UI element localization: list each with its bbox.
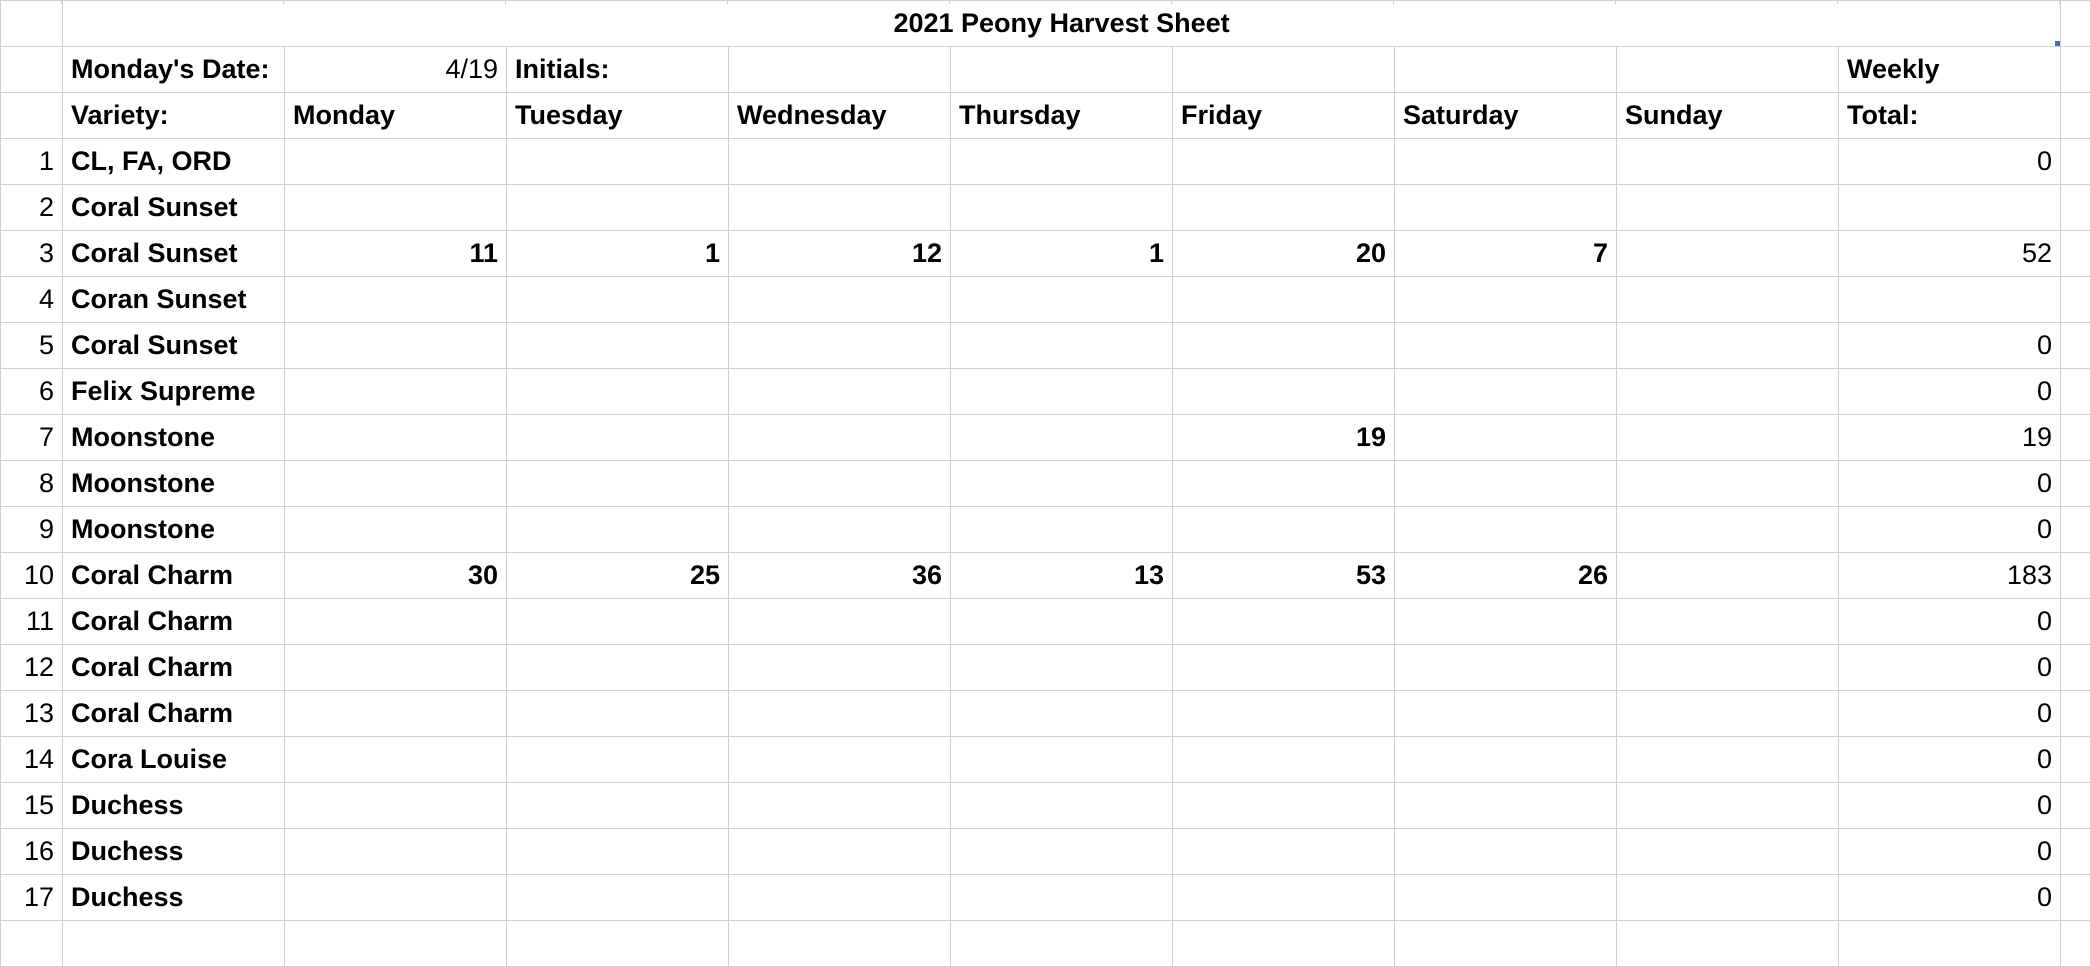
cell-total[interactable] bbox=[1839, 277, 2061, 323]
row-right-padding bbox=[2061, 875, 2090, 921]
cell-monday[interactable] bbox=[285, 277, 507, 323]
cell-thursday[interactable] bbox=[951, 875, 1173, 921]
cell-saturday[interactable] bbox=[1395, 507, 1617, 553]
cell-saturday[interactable] bbox=[1395, 691, 1617, 737]
cell-friday[interactable] bbox=[1173, 507, 1395, 553]
cell-friday[interactable]: 20 bbox=[1173, 231, 1395, 277]
cell-tuesday[interactable] bbox=[507, 507, 729, 553]
cell-friday[interactable] bbox=[1173, 829, 1395, 875]
row-header-gutter-blank[interactable] bbox=[1, 93, 63, 139]
row-number[interactable]: 12 bbox=[1, 645, 63, 691]
table-row[interactable] bbox=[1, 737, 2090, 783]
table-row[interactable] bbox=[1, 461, 2090, 507]
row-gutter-title bbox=[1, 1, 63, 47]
cell-friday[interactable] bbox=[1173, 599, 1395, 645]
cell-monday[interactable] bbox=[285, 139, 507, 185]
cell-monday[interactable]: 30 bbox=[285, 553, 507, 599]
cell-tuesday[interactable] bbox=[507, 921, 729, 967]
table-row[interactable] bbox=[1, 875, 2090, 921]
cell-saturday[interactable] bbox=[1395, 599, 1617, 645]
row-right-padding bbox=[2061, 369, 2090, 415]
header-row bbox=[1, 93, 2090, 139]
cell-saturday[interactable] bbox=[1395, 323, 1617, 369]
cell-tuesday[interactable] bbox=[507, 139, 729, 185]
cell-tuesday[interactable] bbox=[507, 829, 729, 875]
cell-variety[interactable]: Coral Charm bbox=[63, 599, 285, 645]
cell-wednesday[interactable] bbox=[729, 599, 951, 645]
row-number[interactable]: 1 bbox=[1, 139, 63, 185]
cell-wednesday[interactable] bbox=[729, 323, 951, 369]
table-row[interactable] bbox=[1, 415, 2090, 461]
cell-monday[interactable] bbox=[285, 875, 507, 921]
table-row[interactable] bbox=[1, 185, 2090, 231]
row-number[interactable]: 5 bbox=[1, 323, 63, 369]
row-right-padding bbox=[2061, 921, 2090, 967]
cell-thursday[interactable] bbox=[951, 277, 1173, 323]
cell-saturday[interactable] bbox=[1395, 461, 1617, 507]
cell-sunday[interactable] bbox=[1617, 231, 1839, 277]
cell-friday[interactable] bbox=[1173, 369, 1395, 415]
cell-sunday[interactable] bbox=[1617, 369, 1839, 415]
cell-total[interactable]: 0 bbox=[1839, 783, 2061, 829]
initials-label[interactable]: Initials: bbox=[507, 47, 729, 93]
cell-total[interactable] bbox=[1839, 185, 2061, 231]
meta-blank-saturday[interactable] bbox=[1395, 47, 1617, 93]
row-right-padding bbox=[2061, 829, 2090, 875]
cell-tuesday[interactable] bbox=[507, 737, 729, 783]
cell-variety[interactable]: Coral Sunset bbox=[63, 185, 285, 231]
row-number[interactable]: 4 bbox=[1, 277, 63, 323]
meta-right-padding bbox=[2061, 47, 2090, 93]
cell-monday[interactable] bbox=[285, 645, 507, 691]
cell-tuesday[interactable] bbox=[507, 645, 729, 691]
cell-wednesday[interactable] bbox=[729, 737, 951, 783]
cell-variety[interactable]: Moonstone bbox=[63, 415, 285, 461]
row-right-padding bbox=[2061, 553, 2090, 599]
cell-thursday[interactable] bbox=[951, 369, 1173, 415]
cell-thursday[interactable] bbox=[951, 783, 1173, 829]
cell-tuesday[interactable] bbox=[507, 691, 729, 737]
cell-friday[interactable] bbox=[1173, 185, 1395, 231]
cell-wednesday[interactable] bbox=[729, 369, 951, 415]
cell-variety[interactable]: Duchess bbox=[63, 875, 285, 921]
cell-saturday[interactable] bbox=[1395, 645, 1617, 691]
cell-sunday[interactable] bbox=[1617, 829, 1839, 875]
cell-wednesday[interactable]: 36 bbox=[729, 553, 951, 599]
cell-monday[interactable] bbox=[285, 783, 507, 829]
cell-tuesday[interactable] bbox=[507, 461, 729, 507]
header-tuesday[interactable]: Tuesday bbox=[507, 93, 729, 139]
cell-sunday[interactable] bbox=[1617, 645, 1839, 691]
cell-total[interactable]: 0 bbox=[1839, 507, 2061, 553]
row-number[interactable]: 8 bbox=[1, 461, 63, 507]
table-row[interactable] bbox=[1, 369, 2090, 415]
cell-tuesday[interactable] bbox=[507, 599, 729, 645]
cell-thursday[interactable] bbox=[951, 185, 1173, 231]
row-right-padding bbox=[2061, 691, 2090, 737]
cell-thursday[interactable] bbox=[951, 139, 1173, 185]
cell-friday[interactable] bbox=[1173, 691, 1395, 737]
cell-variety[interactable]: Coral Sunset bbox=[63, 231, 285, 277]
cell-friday[interactable] bbox=[1173, 323, 1395, 369]
mondays-date-label[interactable]: Monday's Date: bbox=[63, 47, 285, 93]
cell-sunday[interactable] bbox=[1617, 507, 1839, 553]
header-saturday[interactable]: Saturday bbox=[1395, 93, 1617, 139]
title-right-padding bbox=[2061, 1, 2090, 47]
row-number[interactable]: 6 bbox=[1, 369, 63, 415]
cell-friday[interactable]: 19 bbox=[1173, 415, 1395, 461]
header-right-padding bbox=[2061, 93, 2090, 139]
cell-wednesday[interactable] bbox=[729, 461, 951, 507]
cell-monday[interactable] bbox=[285, 737, 507, 783]
header-friday[interactable]: Friday bbox=[1173, 93, 1395, 139]
cell-friday[interactable] bbox=[1173, 277, 1395, 323]
row-right-padding bbox=[2061, 277, 2090, 323]
table-row[interactable] bbox=[1, 323, 2090, 369]
cell-variety[interactable]: Duchess bbox=[63, 829, 285, 875]
cell-saturday[interactable] bbox=[1395, 185, 1617, 231]
cell-tuesday[interactable] bbox=[507, 415, 729, 461]
cell-wednesday[interactable] bbox=[729, 139, 951, 185]
cell-total[interactable]: 0 bbox=[1839, 599, 2061, 645]
cell-sunday[interactable] bbox=[1617, 737, 1839, 783]
cell-thursday[interactable] bbox=[951, 921, 1173, 967]
cell-variety[interactable]: Coral Sunset bbox=[63, 323, 285, 369]
cell-total[interactable]: 0 bbox=[1839, 323, 2061, 369]
cell-total[interactable]: 0 bbox=[1839, 691, 2061, 737]
table-row[interactable] bbox=[1, 139, 2090, 185]
meta-blank-wednesday[interactable] bbox=[729, 47, 951, 93]
cell-total[interactable] bbox=[1839, 921, 2061, 967]
cell-saturday[interactable] bbox=[1395, 277, 1617, 323]
cell-monday[interactable] bbox=[285, 599, 507, 645]
header-monday[interactable]: Monday bbox=[285, 93, 507, 139]
row-number[interactable]: 2 bbox=[1, 185, 63, 231]
cell-thursday[interactable] bbox=[951, 829, 1173, 875]
cell-monday[interactable] bbox=[285, 921, 507, 967]
table-row[interactable] bbox=[1, 645, 2090, 691]
row-number[interactable]: 9 bbox=[1, 507, 63, 553]
cell-sunday[interactable] bbox=[1617, 139, 1839, 185]
cell-monday[interactable] bbox=[285, 461, 507, 507]
page-title: 2021 Peony Harvest Sheet bbox=[893, 8, 1229, 38]
cell-wednesday[interactable] bbox=[729, 415, 951, 461]
cell-wednesday[interactable] bbox=[729, 507, 951, 553]
row-number[interactable]: 13 bbox=[1, 691, 63, 737]
cell-sunday[interactable] bbox=[1617, 921, 1839, 967]
row-right-padding bbox=[2061, 185, 2090, 231]
cell-friday[interactable]: 53 bbox=[1173, 553, 1395, 599]
cell-total[interactable]: 0 bbox=[1839, 875, 2061, 921]
weekly-label[interactable]: Weekly bbox=[1839, 47, 2061, 93]
cell-variety[interactable]: Coran Sunset bbox=[63, 277, 285, 323]
cell-thursday[interactable] bbox=[951, 461, 1173, 507]
cell-monday[interactable] bbox=[285, 185, 507, 231]
cell-variety[interactable]: Moonstone bbox=[63, 507, 285, 553]
cell-total[interactable]: 0 bbox=[1839, 829, 2061, 875]
cell-friday[interactable] bbox=[1173, 875, 1395, 921]
meta-blank-friday[interactable] bbox=[1173, 47, 1395, 93]
table-row[interactable] bbox=[1, 277, 2090, 323]
table-row-partial[interactable] bbox=[1, 921, 2090, 967]
cell-variety[interactable]: CL, FA, ORD bbox=[63, 139, 285, 185]
cell-wednesday[interactable] bbox=[729, 783, 951, 829]
table-row[interactable] bbox=[1, 783, 2090, 829]
cell-variety[interactable]: Felix Supreme bbox=[63, 369, 285, 415]
cell-sunday[interactable] bbox=[1617, 185, 1839, 231]
cell-monday[interactable] bbox=[285, 323, 507, 369]
cell-saturday[interactable] bbox=[1395, 829, 1617, 875]
table-row[interactable] bbox=[1, 599, 2090, 645]
cell-variety[interactable]: Coral Charm bbox=[63, 645, 285, 691]
cell-variety[interactable]: Coral Charm bbox=[63, 553, 285, 599]
cell-saturday[interactable] bbox=[1395, 737, 1617, 783]
row-number[interactable]: 7 bbox=[1, 415, 63, 461]
cell-monday[interactable] bbox=[285, 829, 507, 875]
cell-friday[interactable] bbox=[1173, 737, 1395, 783]
cell-thursday[interactable] bbox=[951, 507, 1173, 553]
header-thursday[interactable]: Thursday bbox=[951, 93, 1173, 139]
cell-thursday[interactable] bbox=[951, 645, 1173, 691]
title-row bbox=[1, 1, 2090, 47]
row-number[interactable]: 11 bbox=[1, 599, 63, 645]
cell-thursday[interactable]: 13 bbox=[951, 553, 1173, 599]
sheet-title-cell[interactable] bbox=[63, 1, 2061, 47]
cell-sunday[interactable] bbox=[1617, 323, 1839, 369]
cell-total[interactable]: 183 bbox=[1839, 553, 2061, 599]
cell-tuesday[interactable]: 1 bbox=[507, 231, 729, 277]
row-right-padding bbox=[2061, 737, 2090, 783]
cell-friday[interactable] bbox=[1173, 139, 1395, 185]
cell-monday[interactable] bbox=[285, 415, 507, 461]
cell-friday[interactable] bbox=[1173, 461, 1395, 507]
table-row[interactable] bbox=[1, 829, 2090, 875]
cell-tuesday[interactable] bbox=[507, 369, 729, 415]
selection-fill-handle[interactable] bbox=[2054, 40, 2061, 47]
row-number[interactable]: 3 bbox=[1, 231, 63, 277]
row-right-padding bbox=[2061, 231, 2090, 277]
cell-total[interactable]: 0 bbox=[1839, 737, 2061, 783]
cell-total[interactable]: 0 bbox=[1839, 139, 2061, 185]
cell-tuesday[interactable]: 25 bbox=[507, 553, 729, 599]
cell-wednesday[interactable]: 12 bbox=[729, 231, 951, 277]
cell-saturday[interactable]: 26 bbox=[1395, 553, 1617, 599]
cell-sunday[interactable] bbox=[1617, 553, 1839, 599]
cell-tuesday[interactable] bbox=[507, 875, 729, 921]
row-header-gutter[interactable] bbox=[1, 47, 63, 93]
header-sunday[interactable]: Sunday bbox=[1617, 93, 1839, 139]
row-right-padding bbox=[2061, 599, 2090, 645]
cell-saturday[interactable] bbox=[1395, 921, 1617, 967]
cell-sunday[interactable] bbox=[1617, 415, 1839, 461]
header-variety[interactable]: Variety: bbox=[63, 93, 285, 139]
cell-wednesday[interactable] bbox=[729, 185, 951, 231]
row-right-padding bbox=[2061, 783, 2090, 829]
cell-wednesday[interactable] bbox=[729, 645, 951, 691]
row-number[interactable]: 10 bbox=[1, 553, 63, 599]
cell-saturday[interactable] bbox=[1395, 369, 1617, 415]
cell-sunday[interactable] bbox=[1617, 599, 1839, 645]
table-row[interactable] bbox=[1, 507, 2090, 553]
cell-friday[interactable] bbox=[1173, 783, 1395, 829]
cell-total[interactable]: 52 bbox=[1839, 231, 2061, 277]
cell-tuesday[interactable] bbox=[507, 277, 729, 323]
cell-sunday[interactable] bbox=[1617, 691, 1839, 737]
row-number[interactable]: 17 bbox=[1, 875, 63, 921]
cell-sunday[interactable] bbox=[1617, 461, 1839, 507]
cell-thursday[interactable]: 1 bbox=[951, 231, 1173, 277]
cell-saturday[interactable] bbox=[1395, 415, 1617, 461]
cell-variety[interactable]: Coral Charm bbox=[63, 691, 285, 737]
cell-saturday[interactable] bbox=[1395, 139, 1617, 185]
cell-saturday[interactable]: 7 bbox=[1395, 231, 1617, 277]
row-right-padding bbox=[2061, 139, 2090, 185]
cell-tuesday[interactable] bbox=[507, 783, 729, 829]
cell-sunday[interactable] bbox=[1617, 277, 1839, 323]
cell-variety[interactable]: Cora Louise bbox=[63, 737, 285, 783]
cell-saturday[interactable] bbox=[1395, 783, 1617, 829]
cell-tuesday[interactable] bbox=[507, 323, 729, 369]
header-wednesday[interactable]: Wednesday bbox=[729, 93, 951, 139]
cell-monday[interactable]: 11 bbox=[285, 231, 507, 277]
cell-friday[interactable] bbox=[1173, 921, 1395, 967]
meta-blank-thursday[interactable] bbox=[951, 47, 1173, 93]
cell-friday[interactable] bbox=[1173, 645, 1395, 691]
cell-variety[interactable]: Duchess bbox=[63, 783, 285, 829]
row-right-padding bbox=[2061, 461, 2090, 507]
cell-variety[interactable] bbox=[63, 921, 285, 967]
row-number[interactable]: 14 bbox=[1, 737, 63, 783]
row-number[interactable]: 15 bbox=[1, 783, 63, 829]
cell-monday[interactable] bbox=[285, 691, 507, 737]
cell-total[interactable]: 19 bbox=[1839, 415, 2061, 461]
cell-sunday[interactable] bbox=[1617, 783, 1839, 829]
table-row[interactable] bbox=[1, 691, 2090, 737]
cell-thursday[interactable] bbox=[951, 599, 1173, 645]
cell-wednesday[interactable] bbox=[729, 277, 951, 323]
cell-thursday[interactable] bbox=[951, 691, 1173, 737]
row-right-padding bbox=[2061, 507, 2090, 553]
table-row[interactable] bbox=[1, 231, 2090, 277]
cell-thursday[interactable] bbox=[951, 415, 1173, 461]
mondays-date-value[interactable]: 4/19 bbox=[285, 47, 507, 93]
meta-blank-sunday[interactable] bbox=[1617, 47, 1839, 93]
cell-monday[interactable] bbox=[285, 507, 507, 553]
meta-row bbox=[1, 47, 2090, 93]
cell-thursday[interactable] bbox=[951, 323, 1173, 369]
cell-monday[interactable] bbox=[285, 369, 507, 415]
cell-sunday[interactable] bbox=[1617, 875, 1839, 921]
cell-total[interactable]: 0 bbox=[1839, 369, 2061, 415]
header-total[interactable]: Total: bbox=[1839, 93, 2061, 139]
row-number[interactable]: 16 bbox=[1, 829, 63, 875]
cell-total[interactable]: 0 bbox=[1839, 645, 2061, 691]
row-right-padding bbox=[2061, 415, 2090, 461]
row-right-padding bbox=[2061, 645, 2090, 691]
cell-wednesday[interactable] bbox=[729, 921, 951, 967]
table-row[interactable] bbox=[1, 553, 2090, 599]
cell-wednesday[interactable] bbox=[729, 875, 951, 921]
row-right-padding bbox=[2061, 323, 2090, 369]
cell-saturday[interactable] bbox=[1395, 875, 1617, 921]
row-number[interactable] bbox=[1, 921, 63, 967]
cell-wednesday[interactable] bbox=[729, 691, 951, 737]
cell-tuesday[interactable] bbox=[507, 185, 729, 231]
cell-wednesday[interactable] bbox=[729, 829, 951, 875]
cell-variety[interactable]: Moonstone bbox=[63, 461, 285, 507]
cell-total[interactable]: 0 bbox=[1839, 461, 2061, 507]
cell-thursday[interactable] bbox=[951, 737, 1173, 783]
